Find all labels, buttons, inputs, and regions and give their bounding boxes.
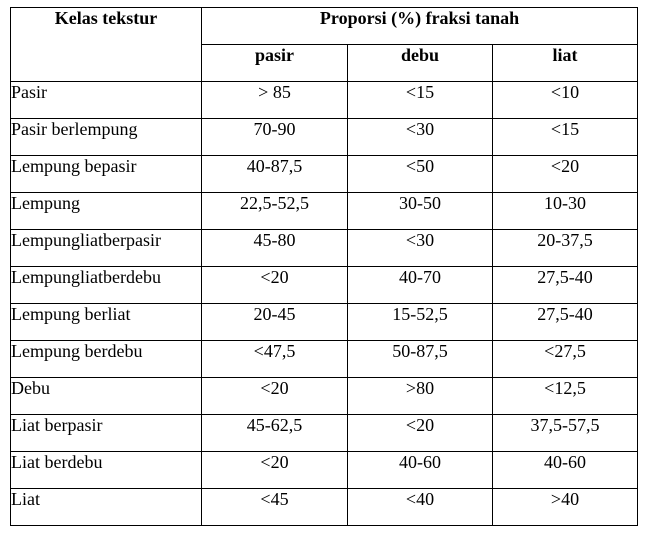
debu-value-cell: 40-70: [348, 267, 493, 304]
table-row: [11, 267, 638, 304]
liat-value-cell: <27,5: [493, 341, 638, 378]
texture-class-cell: Liat: [11, 489, 202, 526]
texture-class-cell: Lempung berdebu: [11, 341, 202, 378]
liat-value-cell: 37,5-57,5: [493, 415, 638, 452]
debu-value-cell: 15-52,5: [348, 304, 493, 341]
debu-value-cell: >80: [348, 378, 493, 415]
table-row: [11, 193, 638, 230]
table-body: [11, 82, 638, 526]
liat-value-cell: <12,5: [493, 378, 638, 415]
debu-value-cell: 30-50: [348, 193, 493, 230]
pasir-value-cell: <47,5: [202, 341, 348, 378]
table-row: [11, 415, 638, 452]
header-col-debu: debu: [348, 45, 493, 82]
texture-class-cell: Pasir berlempung: [11, 119, 202, 156]
pasir-value-cell: <20: [202, 452, 348, 489]
table-row: [11, 156, 638, 193]
pasir-value-cell: 45-62,5: [202, 415, 348, 452]
table-header: [11, 8, 638, 82]
pasir-value-cell: 40-87,5: [202, 156, 348, 193]
debu-value-cell: 40-60: [348, 452, 493, 489]
header-texture-class: Kelas tekstur: [11, 8, 202, 82]
table-row: [11, 230, 638, 267]
table-row: [11, 304, 638, 341]
table-row: [11, 82, 638, 119]
debu-value-cell: 50-87,5: [348, 341, 493, 378]
texture-class-cell: Lempung berliat: [11, 304, 202, 341]
table-row: [11, 489, 638, 526]
debu-value-cell: <20: [348, 415, 493, 452]
liat-value-cell: <15: [493, 119, 638, 156]
liat-value-cell: 10-30: [493, 193, 638, 230]
debu-value-cell: <50: [348, 156, 493, 193]
table-row: [11, 378, 638, 415]
table-row: [11, 119, 638, 156]
table-row: [11, 341, 638, 378]
pasir-value-cell: 45-80: [202, 230, 348, 267]
debu-value-cell: <40: [348, 489, 493, 526]
header-col-liat: liat: [493, 45, 638, 82]
liat-value-cell: <20: [493, 156, 638, 193]
pasir-value-cell: <45: [202, 489, 348, 526]
pasir-value-cell: <20: [202, 267, 348, 304]
header-proportion-group: Proporsi (%) fraksi tanah: [202, 8, 638, 45]
pasir-value-cell: > 85: [202, 82, 348, 119]
liat-value-cell: 27,5-40: [493, 304, 638, 341]
liat-value-cell: 20-37,5: [493, 230, 638, 267]
table-row: [11, 452, 638, 489]
soil-texture-table: [10, 7, 638, 526]
pasir-value-cell: 20-45: [202, 304, 348, 341]
liat-value-cell: 40-60: [493, 452, 638, 489]
pasir-value-cell: <20: [202, 378, 348, 415]
header-col-pasir: pasir: [202, 45, 348, 82]
liat-value-cell: 27,5-40: [493, 267, 638, 304]
texture-class-cell: Lempungliatberdebu: [11, 267, 202, 304]
liat-value-cell: <10: [493, 82, 638, 119]
pasir-value-cell: 22,5-52,5: [202, 193, 348, 230]
debu-value-cell: <15: [348, 82, 493, 119]
texture-class-cell: Liat berpasir: [11, 415, 202, 452]
texture-class-cell: Debu: [11, 378, 202, 415]
pasir-value-cell: 70-90: [202, 119, 348, 156]
texture-class-cell: Lempung bepasir: [11, 156, 202, 193]
debu-value-cell: <30: [348, 230, 493, 267]
texture-class-cell: Liat berdebu: [11, 452, 202, 489]
texture-class-cell: Lempungliatberpasir: [11, 230, 202, 267]
texture-class-cell: Pasir: [11, 82, 202, 119]
texture-class-cell: Lempung: [11, 193, 202, 230]
liat-value-cell: >40: [493, 489, 638, 526]
debu-value-cell: <30: [348, 119, 493, 156]
header-row-top: [11, 8, 638, 45]
